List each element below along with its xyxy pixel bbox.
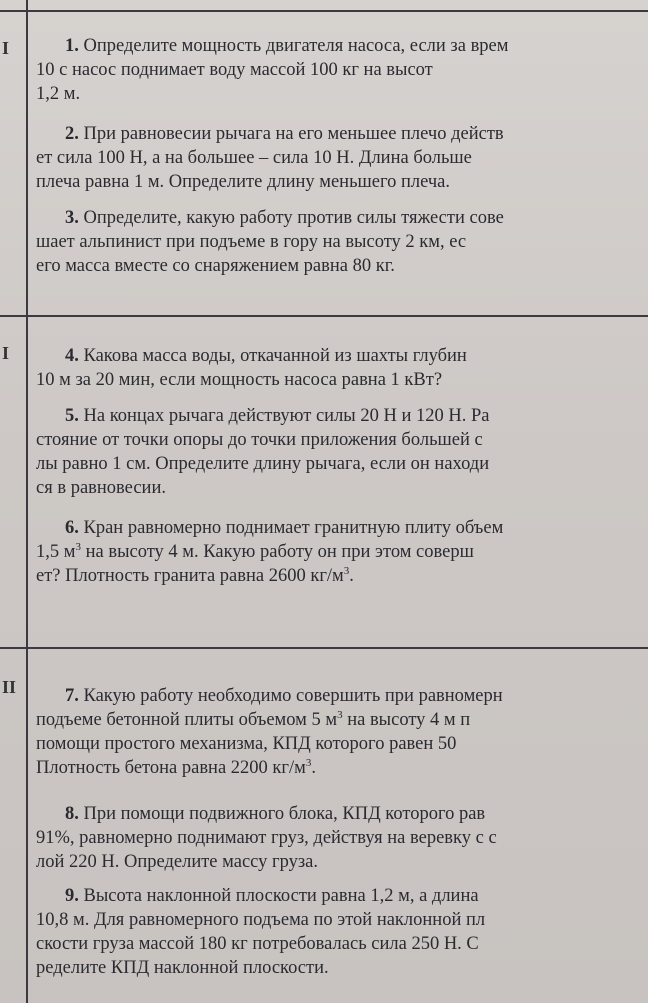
task-line: Какую работу необходимо совершить при равномерн xyxy=(83,686,503,706)
level-marker-3: II xyxy=(2,677,17,697)
task-line: его масса вместе со снаряжением равна 80 кг. xyxy=(36,256,395,276)
task-text: . xyxy=(311,758,316,778)
task-text: 1,5 м xyxy=(36,542,76,562)
task-9 xyxy=(36,884,648,980)
task-line: При помощи подвижного блока, КПД которого рав xyxy=(83,804,486,824)
task-line: скости груза массой 180 кг потребовалась сила 250 Н. С xyxy=(36,934,479,954)
task-line: 10 м за 20 мин, если мощность насоса равна 1 кВт? xyxy=(36,370,443,390)
task-text: . xyxy=(349,566,354,586)
task-line: Какова масса воды, откачанной из шахты глубин xyxy=(83,346,467,366)
task-text: подъеме бетонной плиты объемом 5 м xyxy=(36,710,338,730)
task-8 xyxy=(36,802,648,874)
level-marker-2: I xyxy=(2,343,10,363)
task-line: 1,2 м. xyxy=(36,84,81,104)
section-divider-2 xyxy=(0,647,648,649)
task-number: 1. xyxy=(65,36,79,56)
task-line: стояние от точки опоры до точки приложения большей с xyxy=(36,430,483,450)
task-number: 7. xyxy=(65,686,79,706)
task-line: ся в равновесии. xyxy=(36,478,166,498)
task-line: При равновесии рычага на его меньшее плечо действ xyxy=(83,124,504,144)
superscript: 3 xyxy=(337,708,343,721)
table-top-border xyxy=(0,10,648,12)
task-6 xyxy=(36,516,648,588)
task-text: Плотность бетона равна 2200 кг/м xyxy=(36,758,306,778)
task-line: 10,8 м. Для равномерного подъема по этой наклонной пл xyxy=(36,910,486,930)
superscript: 3 xyxy=(75,540,81,553)
task-text: на высоту 4 м п xyxy=(342,710,471,730)
task-number: 5. xyxy=(65,406,79,426)
superscript: 3 xyxy=(343,564,350,577)
task-number: 8. xyxy=(65,804,79,824)
task-line: ет сила 100 Н, а на большее – сила 10 Н. Длина больше xyxy=(36,148,472,168)
section-divider-1 xyxy=(0,315,648,317)
task-line: лы равно 1 см. Определите длину рычага, если он находи xyxy=(36,454,490,474)
task-line: Кран равномерно поднимает гранитную плиту объем xyxy=(83,518,504,538)
task-number: 9. xyxy=(65,886,79,906)
task-5 xyxy=(36,404,648,500)
task-line: плеча равна 1 м. Определите длину меньшего плеча. xyxy=(36,172,451,192)
task-line: 91%, равномерно поднимают груз, действуя на веревку с с xyxy=(36,828,497,848)
task-line: лой 220 Н. Определите массу груза. xyxy=(36,852,318,872)
level-marker-1: I xyxy=(2,38,10,58)
level-column-border xyxy=(26,0,28,1003)
task-2 xyxy=(36,122,648,194)
task-line: помощи простого механизма, КПД которого равен 50 xyxy=(36,734,457,754)
task-line: Высота наклонной плоскости равна 1,2 м, а длина xyxy=(83,886,479,906)
task-text: ет? Плотность гранита равна 2600 кг/м xyxy=(36,566,344,586)
task-line: ределите КПД наклонной плоскости. xyxy=(36,958,329,978)
task-number: 2. xyxy=(65,124,79,144)
task-4 xyxy=(36,344,648,392)
superscript: 3 xyxy=(305,756,312,769)
task-line: Определите мощность двигателя насоса, если за врем xyxy=(83,36,509,56)
task-line: Определите, какую работу против силы тяжести сове xyxy=(83,208,504,228)
task-number: 4. xyxy=(65,346,79,366)
task-1 xyxy=(36,34,648,106)
task-line: 10 с насос поднимает воду массой 100 кг на высот xyxy=(36,60,433,80)
task-line: На концах рычага действуют силы 20 Н и 120 Н. Ра xyxy=(83,406,490,426)
task-line: шает альпинист при подъеме в гору на высоту 2 км, ес xyxy=(36,232,467,252)
task-number: 3. xyxy=(65,208,79,228)
task-text: на высоту 4 м. Какую работу он при этом соверш xyxy=(80,542,474,562)
task-number: 6. xyxy=(65,518,79,538)
task-7 xyxy=(36,684,648,780)
task-3 xyxy=(36,206,648,278)
